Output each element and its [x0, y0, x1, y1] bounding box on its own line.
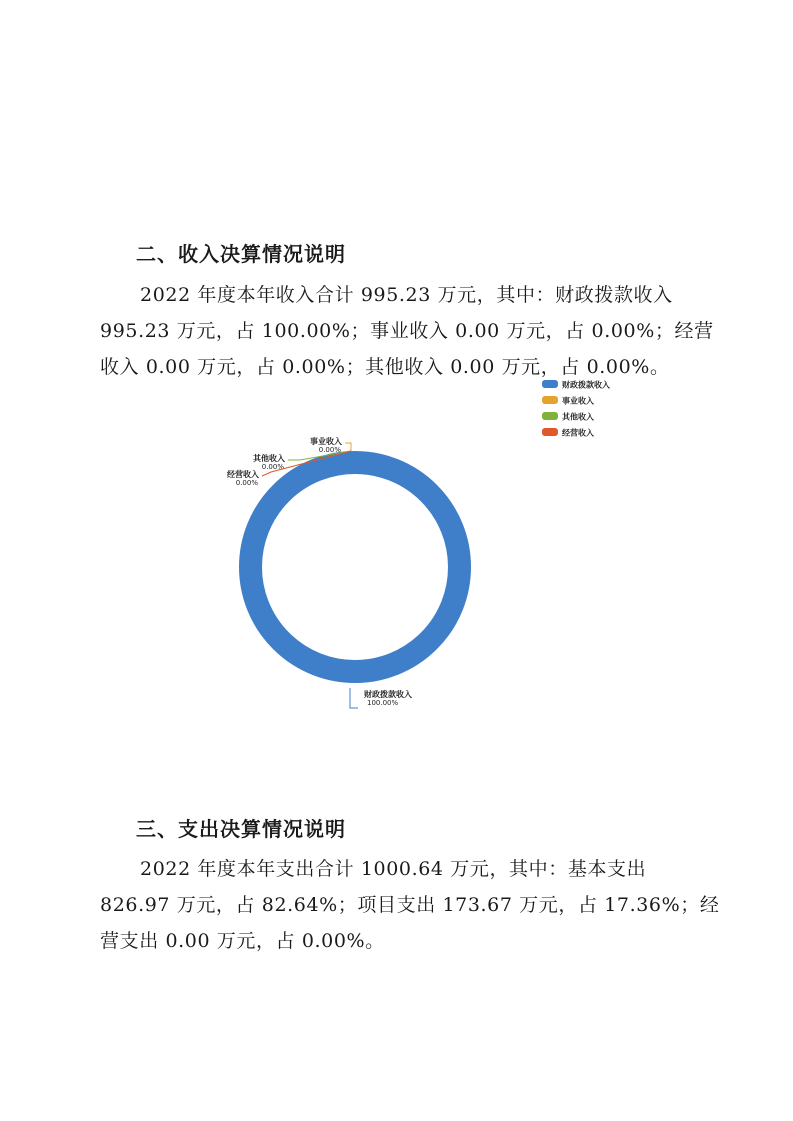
section-2-line-1: 2022 年度本年收入合计 995.23 万元，其中：财政拨款收入	[140, 284, 673, 306]
slice-label-2: 其他收入	[253, 454, 285, 463]
section-3-line-3: 营支出 0.00 万元，占 0.00%。	[100, 930, 385, 952]
slice-pct-label-0: 100.00%	[367, 699, 399, 707]
slice-label-0: 财政拨款收入	[364, 690, 412, 699]
section-3-heading: 三、支出决算情况说明	[136, 817, 346, 841]
section-2-heading: 二、收入决算情况说明	[136, 242, 346, 266]
donut-slice-0	[251, 463, 460, 672]
legend-swatch-3	[542, 428, 558, 436]
legend-swatch-0	[542, 380, 558, 388]
section-3-line-2: 826.97 万元，占 82.64%；项目支出 173.67 万元，占 17.36%；经	[100, 894, 720, 916]
legend-label-1: 事业收入	[562, 396, 594, 406]
leader-line-0	[350, 688, 358, 708]
legend-swatch-2	[542, 412, 558, 420]
section-2-line-2: 995.23 万元，占 100.00%；事业收入 0.00 万元，占 0.00%；经营	[100, 320, 714, 342]
slice-pct-label-3: 0.00%	[235, 479, 258, 487]
legend-label-2: 其他收入	[562, 412, 594, 422]
section-3-line-1: 2022 年度本年支出合计 1000.64 万元，其中：基本支出	[140, 858, 647, 880]
slice-label-1: 事业收入	[310, 437, 342, 446]
slice-pct-label-2: 0.00%	[261, 463, 284, 471]
legend-swatch-1	[542, 396, 558, 404]
slice-pct-label-1: 0.00%	[318, 446, 341, 454]
section-2-line-3: 收入 0.00 万元，占 0.00%；其他收入 0.00 万元，占 0.00%。	[100, 356, 670, 378]
slice-label-3: 经营收入	[227, 470, 259, 479]
leader-line-1	[345, 443, 351, 451]
legend-label-0: 财政拨款收入	[562, 380, 610, 390]
legend-label-3: 经营收入	[562, 428, 594, 438]
